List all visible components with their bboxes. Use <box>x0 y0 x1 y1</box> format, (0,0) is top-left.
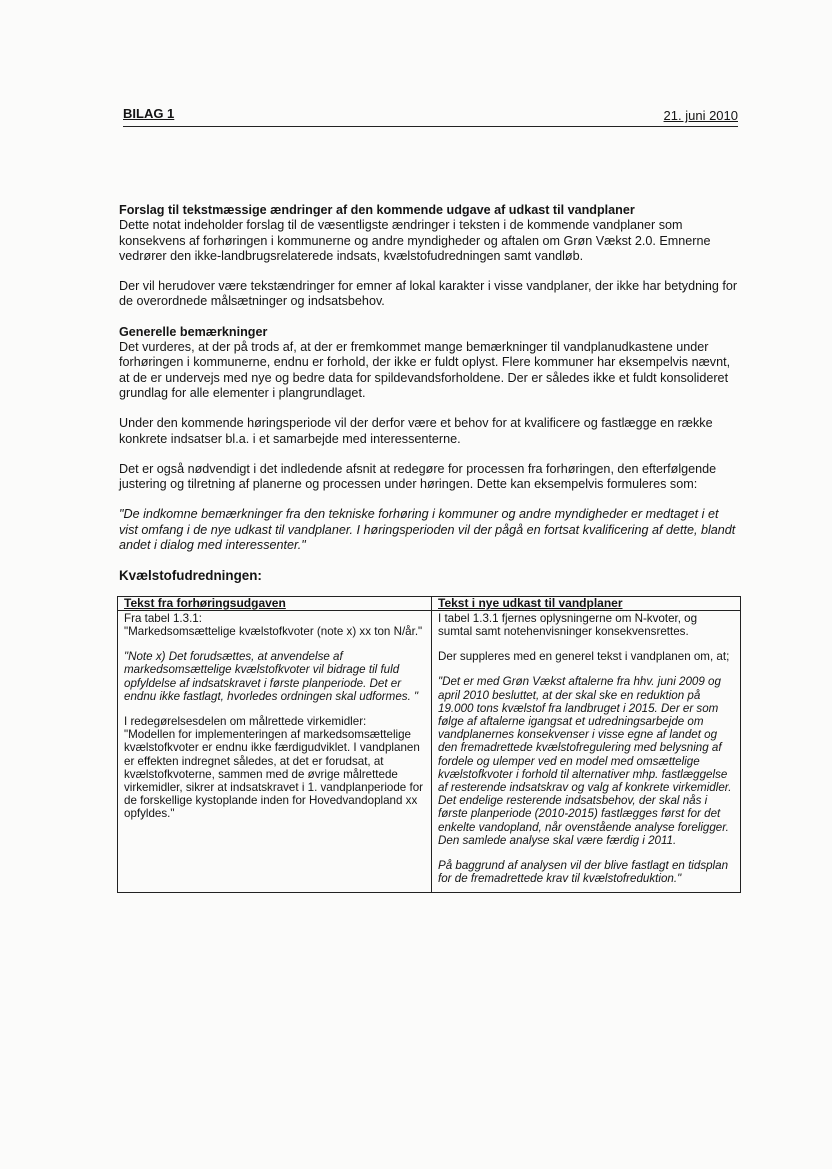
hearing-period-paragraph: Under den kommende høringsperiode vil der derfor være et behov for at kvalificere og fastlægge en række konkrete indsatser bl.a. i et samarbejde med interessenterne. <box>119 416 713 446</box>
appendix-label: BILAG 1 <box>123 106 175 121</box>
example-quote: "De indkomne bemærkninger fra den tekniske forhøring i kommuner og andre myndigheder er medtaget i et vist omfang i de nye udkast til vandplaner. I høringsperioden vil der pågå en fortsat kvalificering af dette, blandt andet i dialog med interessenter." <box>119 507 736 553</box>
timeline-quote: På baggrund af analysen vil der blive fastlagt en tidsplan for de fremadrettede krav til kvælstofreduktion." <box>438 859 729 886</box>
page-header <box>123 104 738 127</box>
right-column-cell <box>432 610 741 892</box>
document-date: 21. juni 2010 <box>663 108 738 123</box>
nitrogen-section-title: Kvælstofudredningen: <box>119 568 262 584</box>
table-change-text: I tabel 1.3.1 fjernes oplysningerne om N-kvoter, og sumtal samt notehenvisninger konsekvensrettes. <box>438 611 698 639</box>
left-column-cell <box>118 610 432 892</box>
general-remarks-section <box>119 325 739 401</box>
table-row <box>118 610 741 892</box>
note-text: "Note x) Det forudsættes, at anvendelse af markedsomsættelige kvælstofkvoter vil bidrage til fuld opfyldelse af indsatskravet i første planperiode. Det er endnu ikke fastlagt, hvorledes ordningen skal udformes. " <box>124 650 419 703</box>
intro-section <box>119 203 739 264</box>
process-paragraph: Det er også nødvendigt i det indledende afsnit at redegøre for processen fra forhøringen, den efterfølgende justering og tilretning af planerne og processen under høringen. Dette kan eksempelvis formuleres som: <box>119 461 717 492</box>
intro-body: Dette notat indeholder forslag til de væsentligste ændringer i teksten i de kommende vandplaner som konsekvens af forhøringen i kommunerne og andre myndigheder og aftalen om Grøn Vækst 2.0. Emnerne vedrører den ikke-landbrugsrelaterede indsats, kvælstofudredningen samt vandløb. <box>119 218 711 263</box>
general-remarks-body: Det vurderes, at der på trods af, at der er fremkommet mange bemærkninger til vandplanudkastene under forhøringen i kommunerne, endnu er forhold, der ikke er fuldt oplyst. Flere kommuner har eksempelvis nævnt, at de er undervejs med nye og bedre data for spildevandsforholdene. Der er således ikke et fuldt konsolideret grundlag for alle elementer i plangrundlaget. <box>119 340 731 400</box>
intro-heading: Forslag til tekstmæssige ændringer af den kommende udgave af udkast til vandplaner <box>119 203 635 217</box>
comparison-table <box>117 596 741 893</box>
targeted-measures-text: I redegørelsesdelen om målrettede virkemidler: "Modellen for implementeringen af markedsomsættelige kvælstofkvoter er endnu ikke færdigudviklet. I vandplanen er effekten indregnet således, at det er forudsat, at kvælstofkvoterne, sammen med de øvrige målrettede virkemidler, sikrer at indsatskravet i 1. vandplanperiode for de forskellige kystoplande inden for Hovedvandopland xx opfyldes." <box>124 715 423 821</box>
left-column-header: Tekst fra forhøringsudgaven <box>118 596 432 610</box>
supplement-text: Der suppleres med en generel tekst i vandplanen om, at; <box>438 650 730 664</box>
local-changes-paragraph: Der vil herudover være tekstændringer for emner af lokal karakter i visse vandplaner, der ikke har betydning for de overordnede målsætninger og indsatsbehov. <box>119 279 738 309</box>
green-growth-quote: "Det er med Grøn Vækst aftalerne fra hhv. juni 2009 og april 2010 besluttet, at der skal ske en reduktion på 19.000 tons kvælstof fra landbruget i 2015. Der er som følge af aftalerne igangsat et udredningsarbejde om vandplanernes konsekvenser i visse egne af landet og den fremadrettede kvælstofregulering med belysning af fordele og ulemper ved en model med omsættelige kvælstofkvoter i forhold til alternativer mhp. fastlæggelse af resterende indsatskrav og valg af konkrete virkemidler. Det endelige resterende indsatsbehov, der skal nås i første planperiode (2010-2015) fastlægges først for det enkelte vandopland, når ovenstående analyse foreligger. Den samlede analyse skal være færdig i 2011. <box>438 675 732 847</box>
table-reference-text: Fra tabel 1.3.1: "Markedsomsættelige kvælstofkvoter (note x) xx ton N/år." <box>124 611 423 639</box>
document-body <box>119 203 739 893</box>
right-column-header: Tekst i nye udkast til vandplaner <box>432 596 741 610</box>
general-remarks-heading: Generelle bemærkninger <box>119 324 268 339</box>
table-header-row <box>118 596 741 610</box>
